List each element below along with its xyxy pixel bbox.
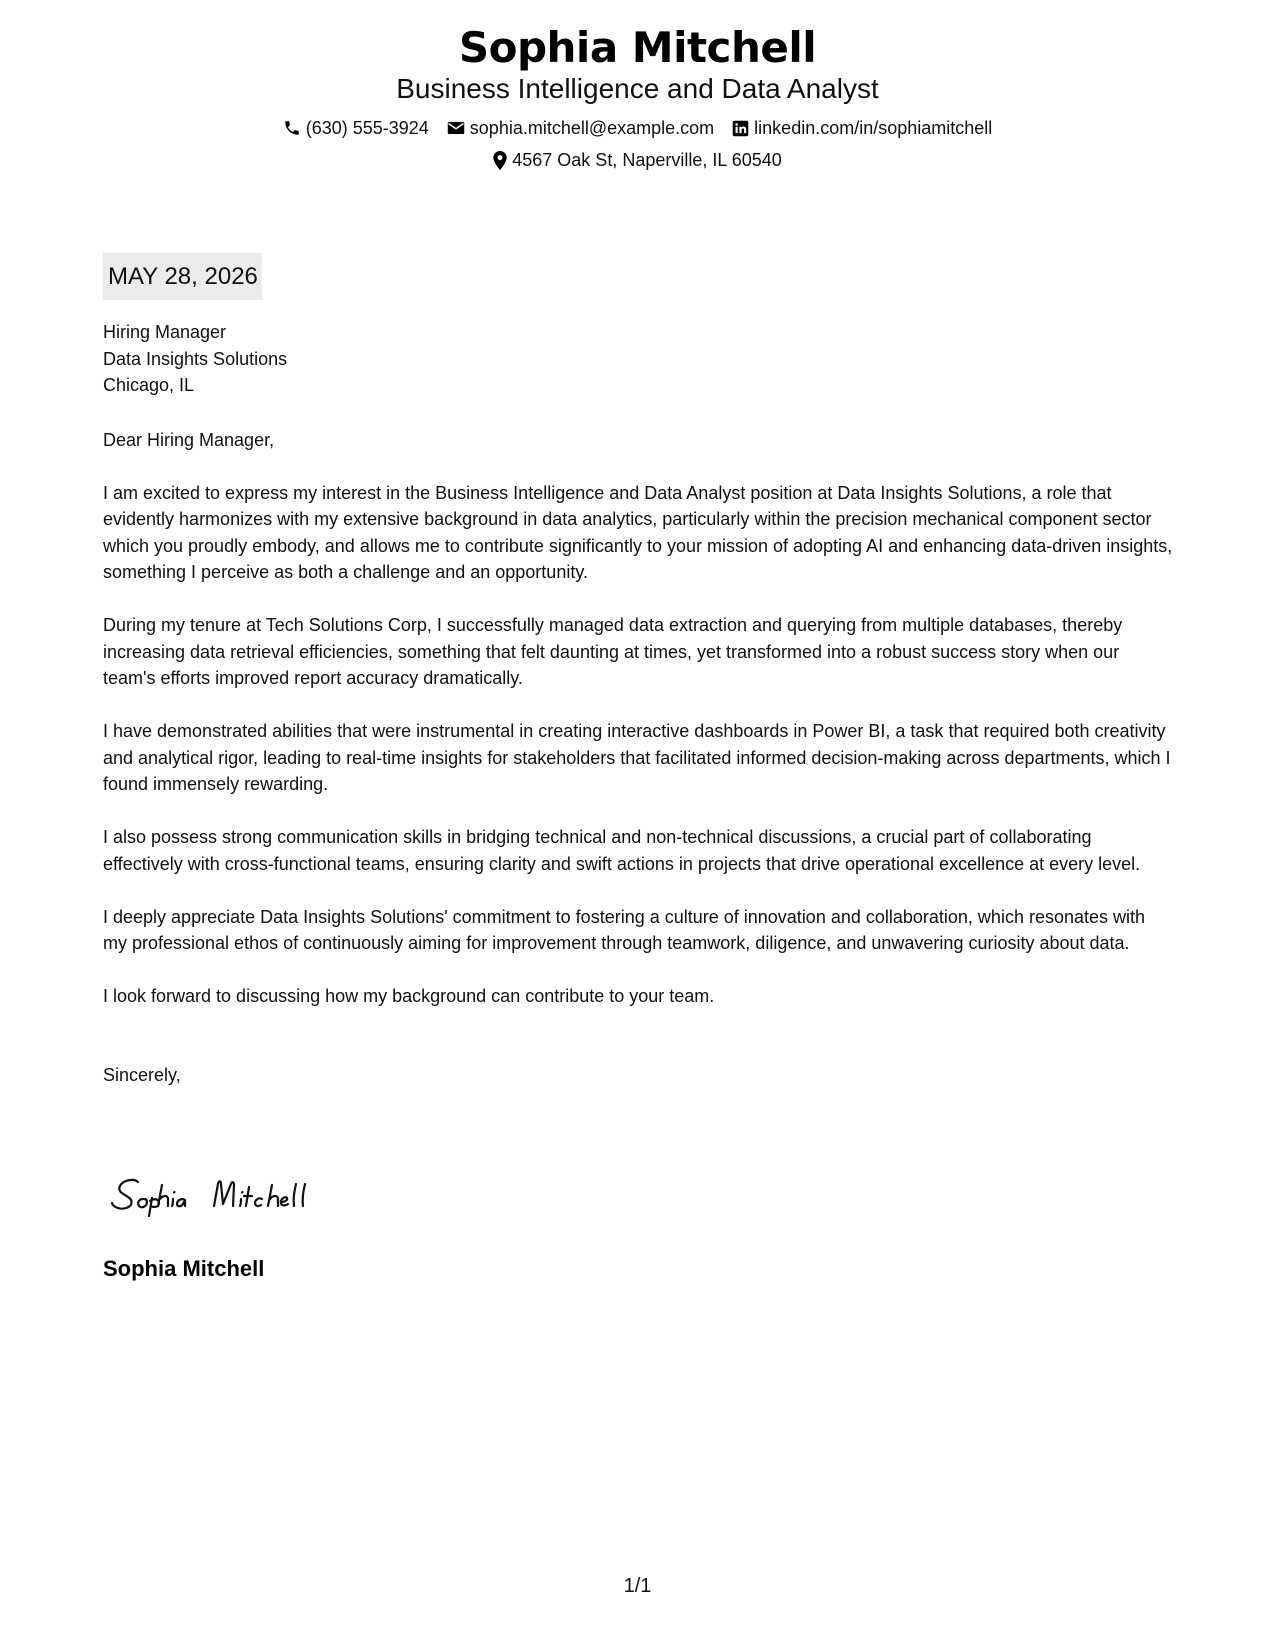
- phone-number: (630) 555-3924: [305, 118, 429, 138]
- recipient-location: Chicago, IL: [103, 375, 195, 395]
- linkedin-link[interactable]: linkedin.com/in/sophiamitchell: [754, 118, 993, 138]
- body-paragraph-4: I also possess strong communication skills in bridging technical and non-technical discussions, a crucial part of collaborating effectively with cross-functional teams, ensuring clarity and swift actions in projects that drive operational excellence at every level.: [103, 827, 1141, 874]
- body-paragraph-3: I have demonstrated abilities that were instrumental in creating interactive dashboards in Power BI, a task that required both creativity and analytical rigor, leading to real-time insights for stakeholders that facilitated informed decision-making across departments, which I found immensely rewarding.: [103, 721, 1171, 794]
- recipient-title: Hiring Manager: [103, 322, 227, 342]
- phone-icon: [283, 119, 301, 137]
- letter-header: [0, 22, 1275, 172]
- salutation: Dear Hiring Manager,: [103, 429, 275, 450]
- applicant-name: Sophia Mitchell: [458, 23, 817, 72]
- address-row: [0, 148, 1275, 172]
- recipient-company: Data Insights Solutions: [103, 348, 288, 369]
- address-text: 4567 Oak St, Naperville, IL 60540: [512, 150, 782, 170]
- closing: Sincerely,: [103, 1064, 181, 1085]
- linkedin-icon: [732, 120, 749, 137]
- body-paragraph-1: I am excited to express my interest in the Business Intelligence and Data Analyst position at Data Insights Solutions, a role that evidently harmonizes with my extensive background in data analytics, particularly within the precision mechanical component sector which you proudly embody, and allows me to contribute significantly to your mission of adopting AI and enhancing data-driven insights, something I perceive as both a challenge and an opportunity.: [103, 482, 1173, 582]
- page-number: 1/1: [623, 1575, 652, 1597]
- linkedin-contact[interactable]: [732, 116, 992, 140]
- handwritten-signature: [110, 1168, 360, 1220]
- contact-row: [0, 116, 1275, 140]
- email-contact[interactable]: [447, 116, 714, 140]
- body-paragraph-6: I look forward to discussing how my background can contribute to your team.: [103, 986, 715, 1006]
- signed-name: Sophia Mitchell: [103, 1256, 265, 1281]
- letter-date: MAY 28, 2026: [103, 253, 262, 300]
- recipient-block: [103, 319, 1173, 399]
- letter-body: [103, 319, 1173, 1088]
- body-paragraph-5: I deeply appreciate Data Insights Solutions' commitment to fostering a culture of innovation and collaboration, which resonates with my professional ethos of continuously aiming for improvement through teamwork, diligence, and unwavering curiosity about data.: [103, 906, 1146, 953]
- body-paragraph-2: During my tenure at Tech Solutions Corp, I successfully managed data extraction and querying from multiple databases, thereby increasing data retrieval efficiencies, something that felt daunting at times, yet transformed into a robust success story when our team's efforts improved report accuracy dramatically.: [103, 615, 1123, 688]
- email-link[interactable]: sophia.mitchell@example.com: [469, 118, 715, 138]
- map-pin-icon: [493, 151, 507, 170]
- phone-contact: [283, 116, 429, 140]
- address-contact: [493, 148, 782, 172]
- envelope-icon: [447, 120, 465, 136]
- applicant-headline: Business Intelligence and Data Analyst: [396, 73, 879, 104]
